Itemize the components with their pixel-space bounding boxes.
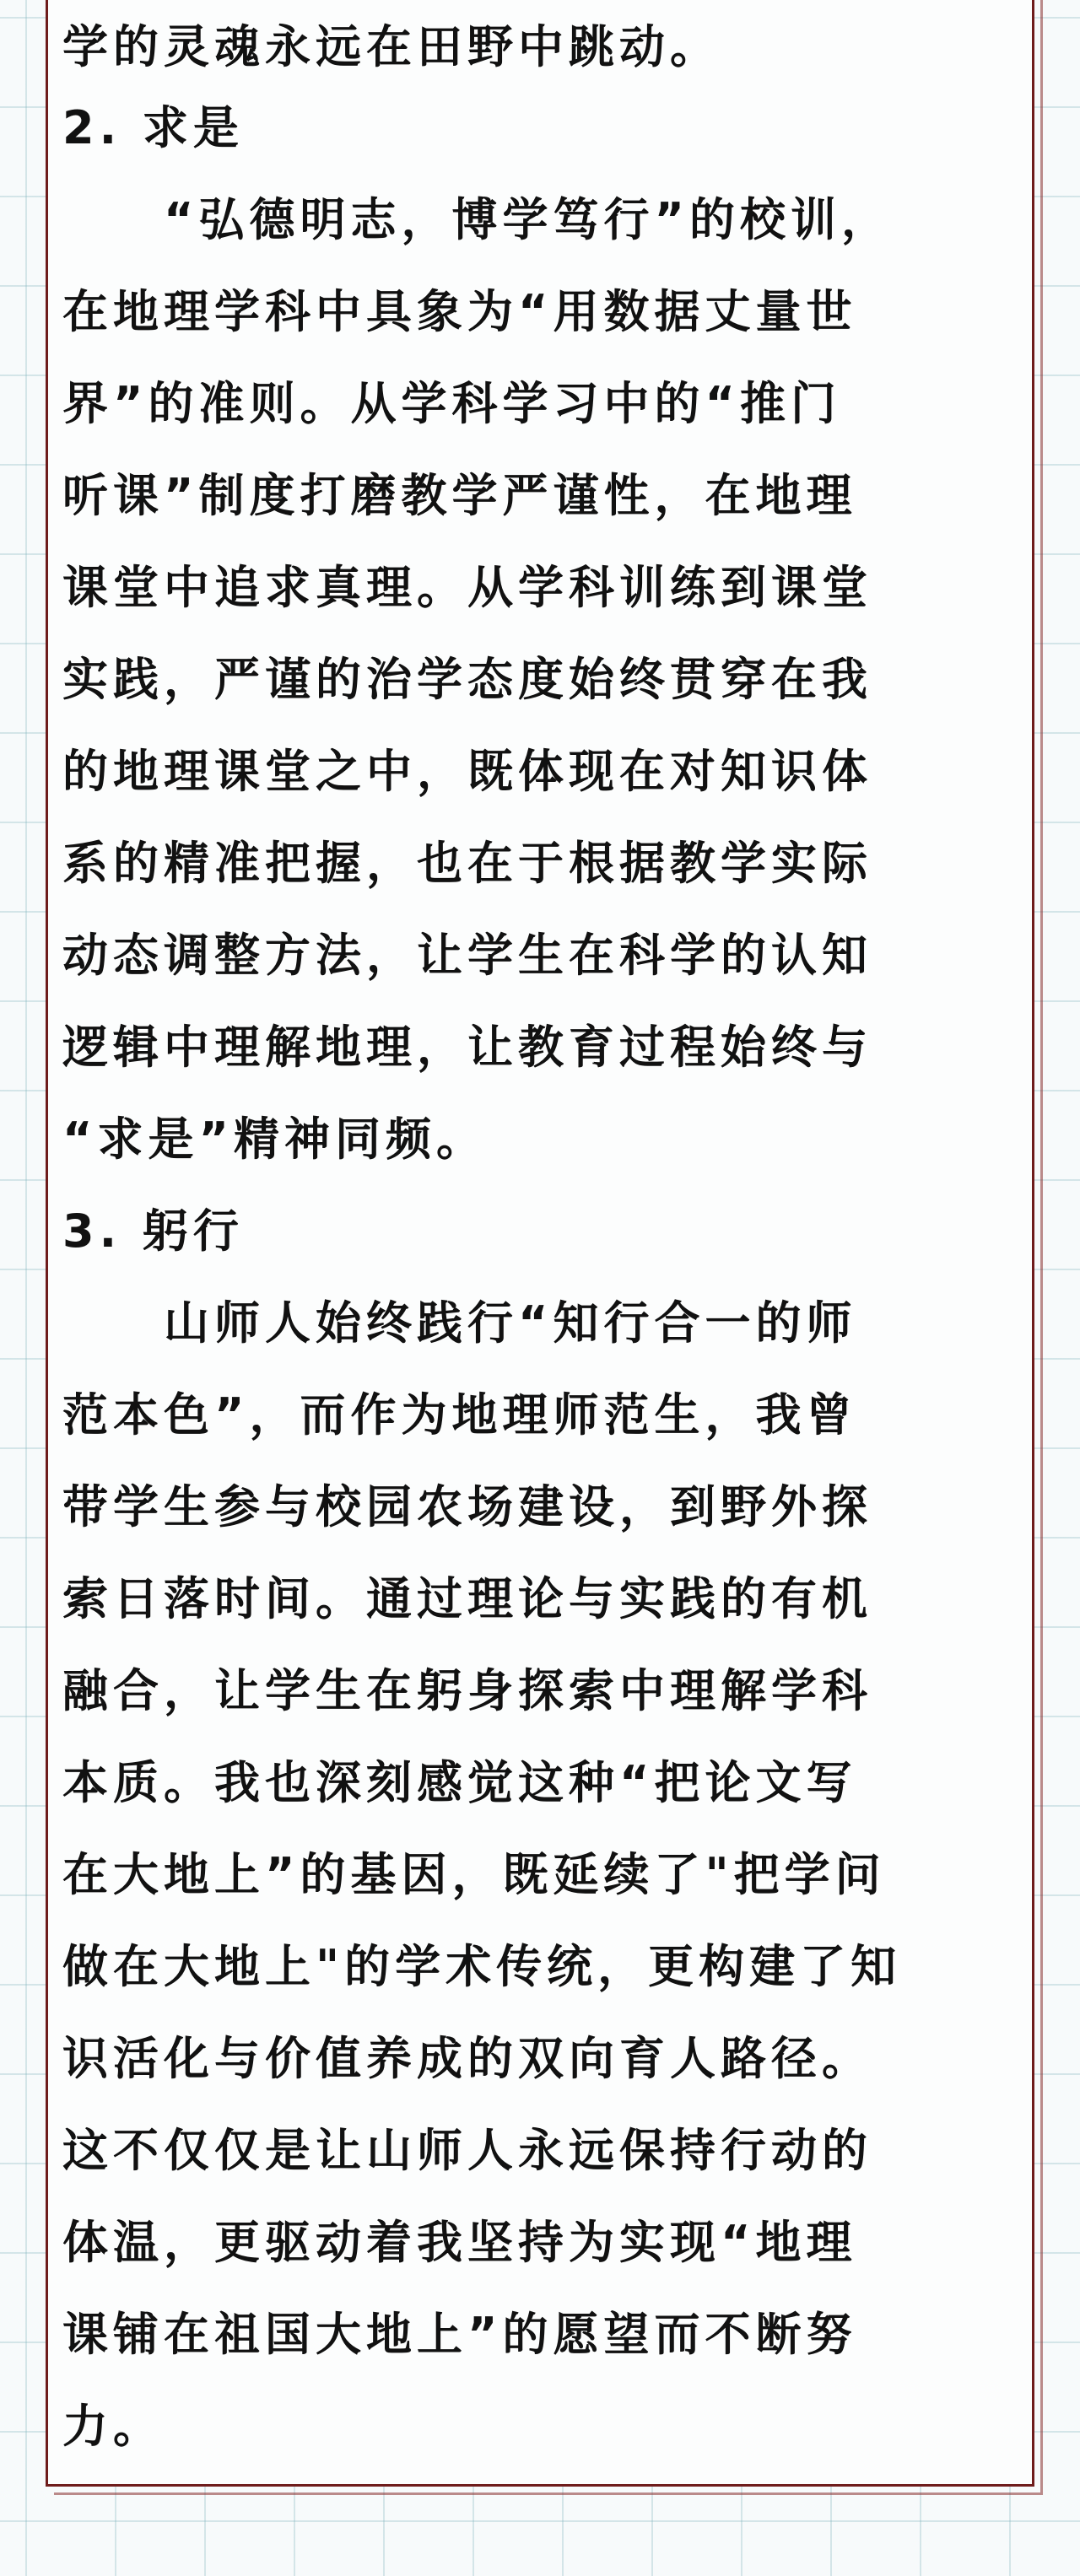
text-line: “求是”精神同频。	[62, 1113, 487, 1166]
text-line: 本质。我也深刻感觉这种“把论文写	[62, 1756, 857, 1809]
text-line: 在地理学科中具象为“用数据丈量世	[62, 285, 857, 338]
text-line: 识活化与价值养成的双向育人路径。	[62, 2032, 872, 2085]
text-line: 课堂中追求真理。从学科训练到课堂	[62, 561, 872, 614]
text-line: 带学生参与校园农场建设，到野外探	[62, 1480, 872, 1533]
section-heading-qiushi: 2. 求是	[62, 101, 244, 154]
text-line: 学的灵魂永远在田野中跳动。	[62, 20, 721, 73]
text-line: 逻辑中理解地理，让教育过程始终与	[62, 1021, 872, 1074]
text-line: 山师人始终践行“知行合一的师	[62, 1296, 857, 1350]
text-line: 在大地上”的基因，既延续了"把学问	[62, 1848, 886, 1901]
text-line: 系的精准把握，也在于根据教学实际	[62, 837, 872, 890]
section-heading-gongxing: 3. 躬行	[62, 1204, 244, 1258]
text-line: 融合，让学生在躬身探索中理解学科	[62, 1664, 872, 1717]
text-line: 的地理课堂之中，既体现在对知识体	[62, 745, 872, 798]
text-line: 实践，严谨的治学态度始终贯穿在我	[62, 653, 872, 706]
text-line: 界”的准则。从学科学习中的“推门	[62, 377, 841, 430]
text-line: 索日落时间。通过理论与实践的有机	[62, 1572, 872, 1625]
text-line: 范本色”，而作为地理师范生，我曾	[62, 1388, 857, 1442]
text-line: 体温，更驱动着我坚持为实现“地理	[62, 2216, 857, 2269]
text-line: “弘德明志，博学笃行”的校训，	[62, 193, 892, 246]
text-line: 听课”制度打磨教学严谨性，在地理	[62, 469, 857, 522]
article-body	[62, 12, 1016, 2472]
text-line: 做在大地上"的学术传统，更构建了知	[62, 1940, 902, 1993]
text-line: 课铺在祖国大地上”的愿望而不断努	[62, 2308, 857, 2361]
text-line: 力。	[62, 2400, 164, 2453]
text-line: 这不仅仅是让山师人永远保持行动的	[62, 2124, 872, 2177]
text-line: 动态调整方法，让学生在科学的认知	[62, 929, 872, 982]
